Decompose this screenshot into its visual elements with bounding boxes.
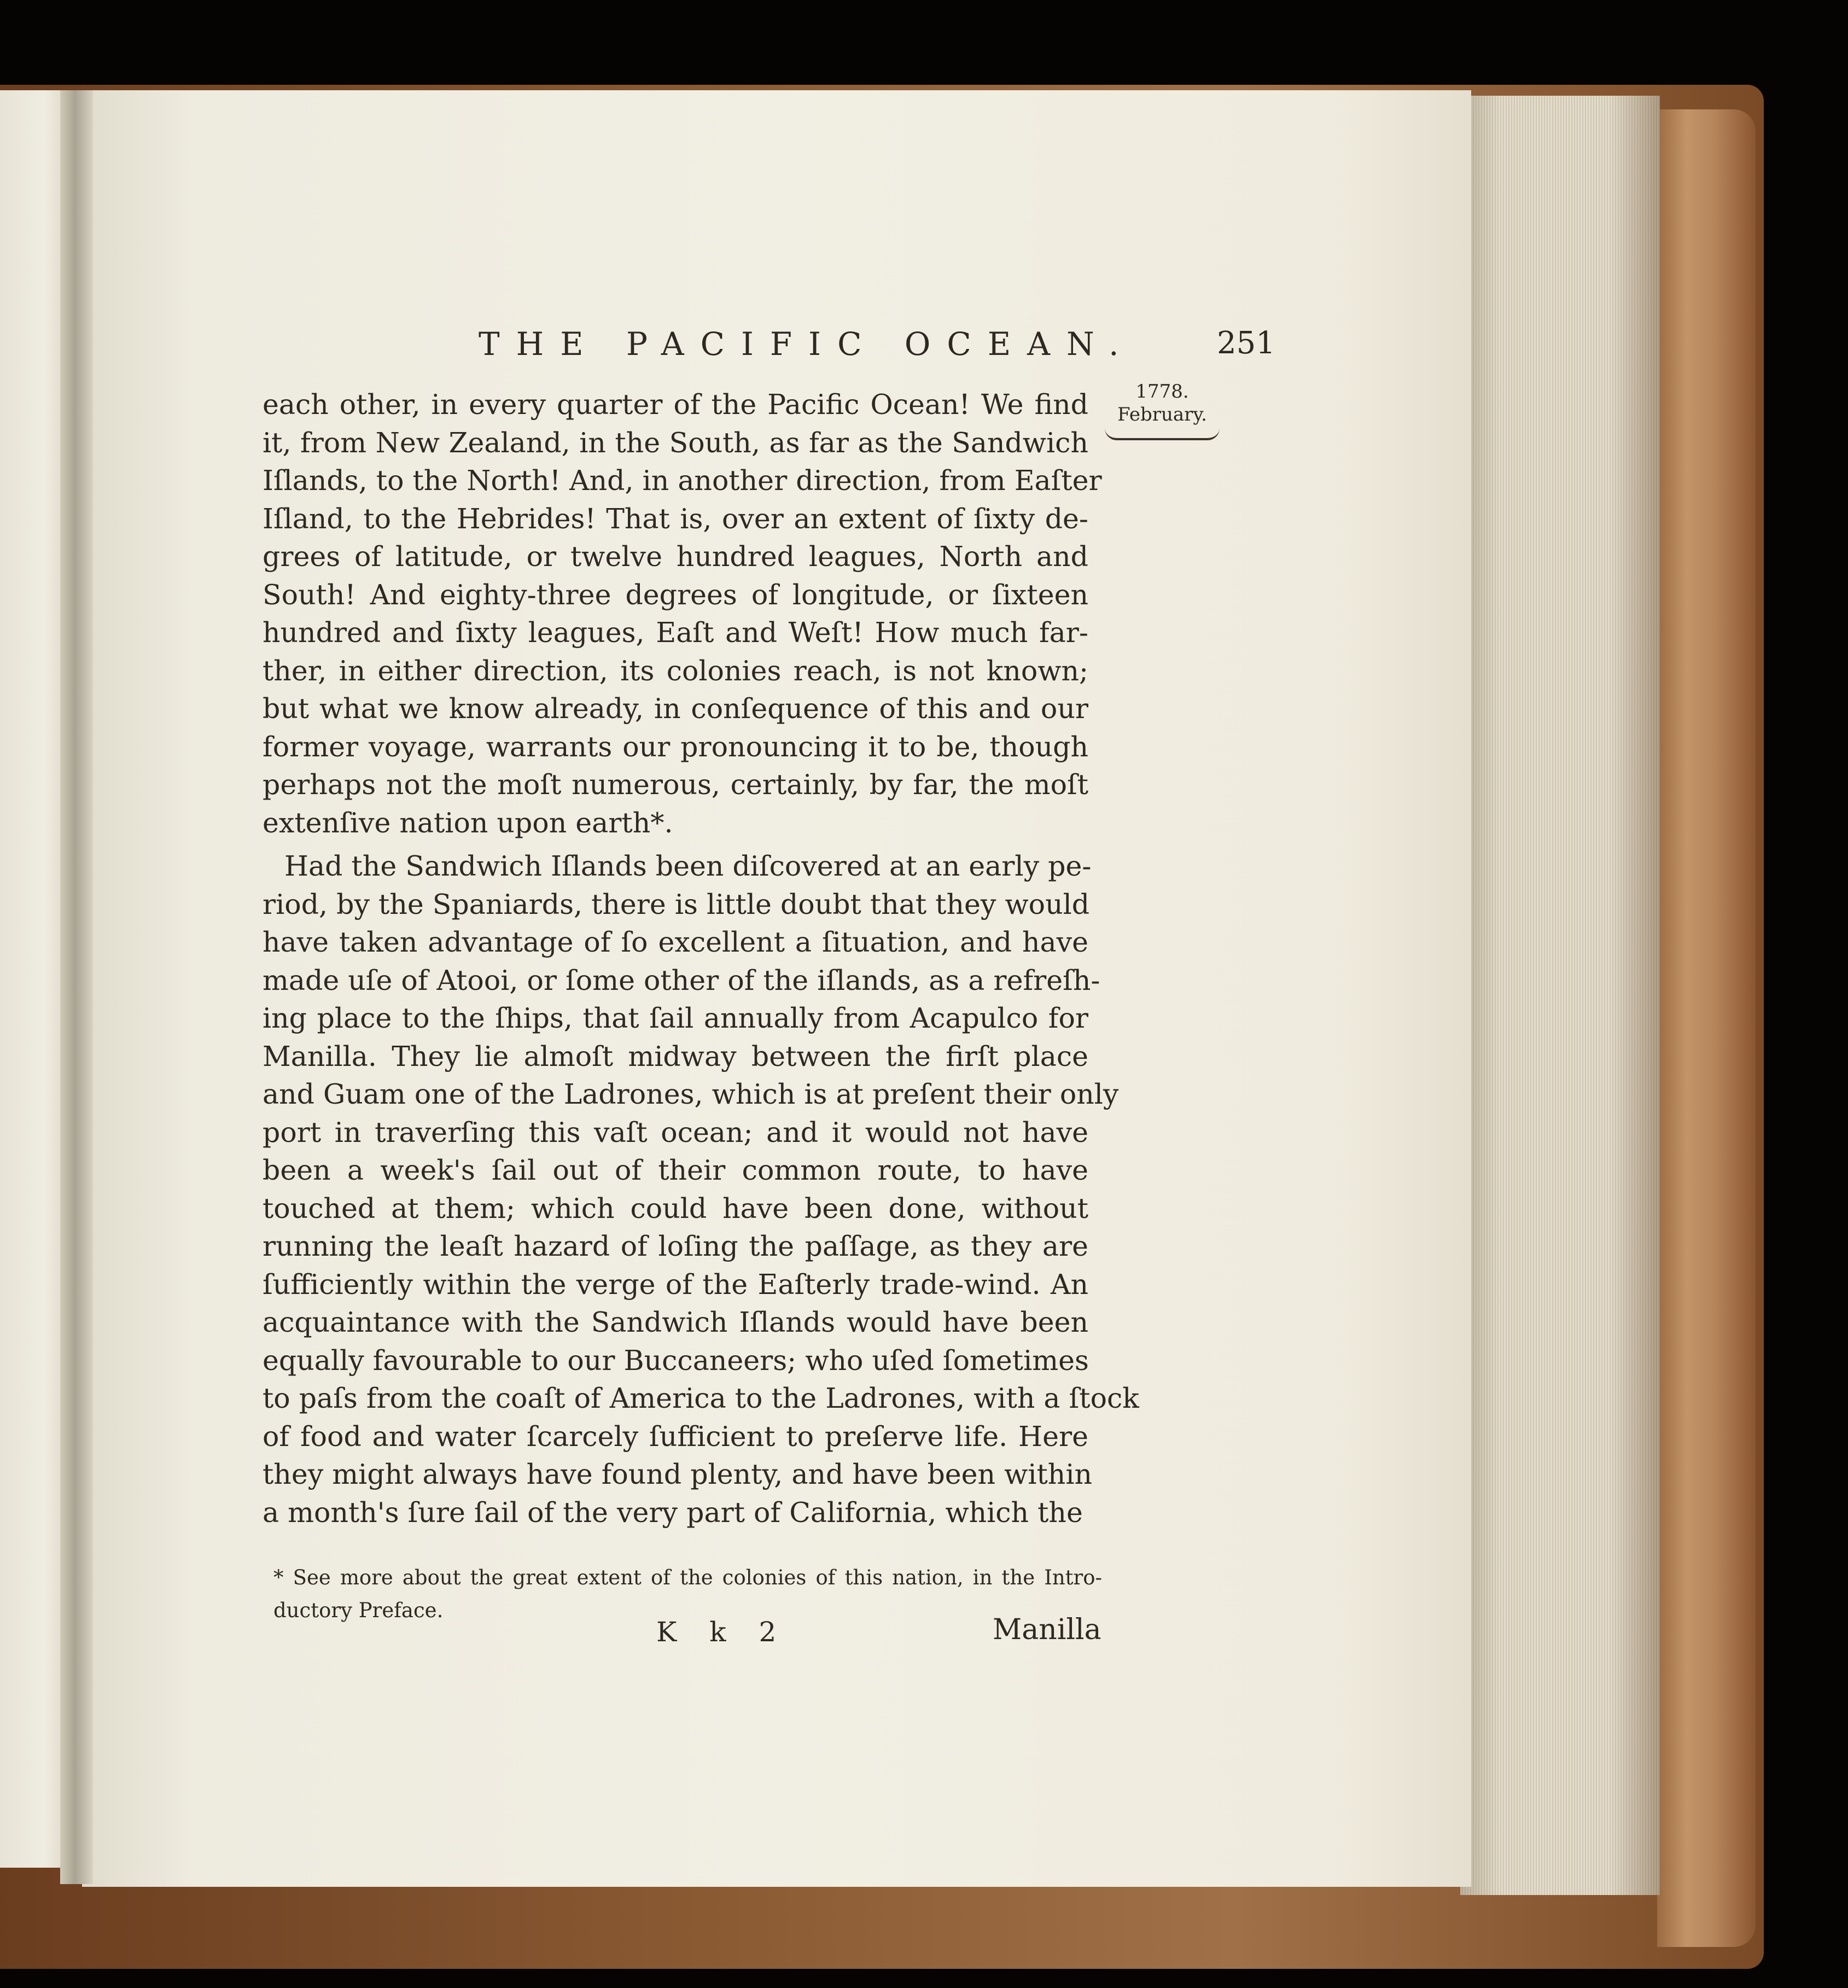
gutter-shadow: [60, 90, 93, 1884]
paragraph2-line: been a week's ſail out of their common route, to have: [263, 1154, 1088, 1186]
paragraph2-line: Had the Sandwich Iſlands been diſcovered at an early pe-: [284, 850, 1092, 882]
recto-page: [82, 90, 1471, 1887]
paragraph2-line: touched at them; which could have been done, without: [263, 1192, 1088, 1225]
paragraph2-line: of food and water ſcarcely ſufficient to preſerve life. Here: [263, 1420, 1088, 1453]
paragraph2-line: acquaintance with the Sandwich Iſlands would have been: [263, 1306, 1088, 1338]
paragraph1-line: grees of latitude, or twelve hundred leagues, North and: [263, 540, 1088, 573]
paragraph1-line: extenſive nation upon earth*.: [263, 806, 673, 839]
margin-note: [1099, 380, 1225, 440]
cover-board-edge: [1657, 109, 1756, 1947]
brace-mark: [1105, 428, 1220, 440]
paragraph2-line: riod, by the Spaniards, there is little doubt that they would: [263, 888, 1090, 920]
paragraph1-line: Iſlands, to the North! And, in another direction, from Eaſter: [263, 464, 1102, 497]
signature-mark: K k 2: [656, 1616, 789, 1648]
paragraph1-line: South! And eighty-three degrees of longitude, or ſixteen: [263, 578, 1088, 611]
body-text: [263, 386, 1139, 1531]
paragraph2-line: and Guam one of the Ladrones, which is at preſent their only: [263, 1078, 1119, 1110]
page-fore-edge: [1460, 96, 1660, 1895]
paragraph1-line: ther, in either direction, its colonies reach, is not known;: [263, 654, 1088, 687]
paragraph-1: [263, 386, 1102, 842]
paragraph2-line: a month's ſure ſail of the very part of California, which the: [263, 1496, 1083, 1529]
footnote-line: * See more about the great extent of the colonies of this nation, in the Intro-: [273, 1566, 1102, 1589]
paragraph2-line: to paſs from the coaſt of America to the Ladrones, with a ſtock: [263, 1382, 1139, 1414]
running-head: [397, 325, 1326, 380]
running-title: THE PACIFIC OCEAN.: [479, 325, 1135, 363]
catchword: Manilla: [993, 1613, 1101, 1646]
paragraph2-line: they might always have found plenty, and have been within: [263, 1458, 1092, 1490]
paragraph-2: [263, 847, 1139, 1531]
paragraph2-line: have taken advantage of ſo excellent a ſituation, and have: [263, 926, 1088, 958]
paragraph1-line: Iſland, to the Hebrides! That is, over an extent of ſixty de-: [263, 502, 1088, 535]
paragraph1-line: it, from New Zealand, in the South, as far as the Sandwich: [263, 426, 1088, 459]
paragraph1-line: each other, in every quarter of the Pacific Ocean! We find: [263, 388, 1088, 421]
paragraph2-line: port in traverſing this vaſt ocean; and it would not have: [263, 1116, 1088, 1149]
footnote-line: ductory Preface.: [273, 1599, 444, 1622]
paragraph2-line: ing place to the ſhips, that ſail annually from Acapulco for: [263, 1002, 1088, 1034]
paragraph1-line: perhaps not the moſt numerous, certainly, by far, the moſt: [263, 768, 1088, 801]
page-number: 251: [1217, 325, 1275, 361]
paragraph2-line: made uſe of Atooi, or ſome other of the iſlands, as a refreſh-: [263, 964, 1100, 996]
paragraph1-line: hundred and ſixty leagues, Eaſt and Weſt! How much far-: [263, 616, 1088, 649]
paragraph2-line: equally favourable to our Buccaneers; who uſed ſometimes: [263, 1344, 1089, 1377]
paragraph2-line: Manilla. They lie almoſt midway between the firſt place: [263, 1040, 1088, 1072]
paragraph1-line: former voyage, warrants our pronouncing it to be, though: [263, 730, 1088, 763]
paragraph1-line: but what we know already, in conſequence of this and our: [263, 692, 1088, 725]
paragraph2-line: ſufficiently within the verge of the Eaſterly trade-wind. An: [263, 1268, 1088, 1301]
margin-note-year: 1778.: [1135, 381, 1189, 403]
margin-note-month: February.: [1117, 404, 1207, 425]
paragraph2-line: running the leaſt hazard of loſing the paſſage, as they are: [263, 1230, 1088, 1262]
